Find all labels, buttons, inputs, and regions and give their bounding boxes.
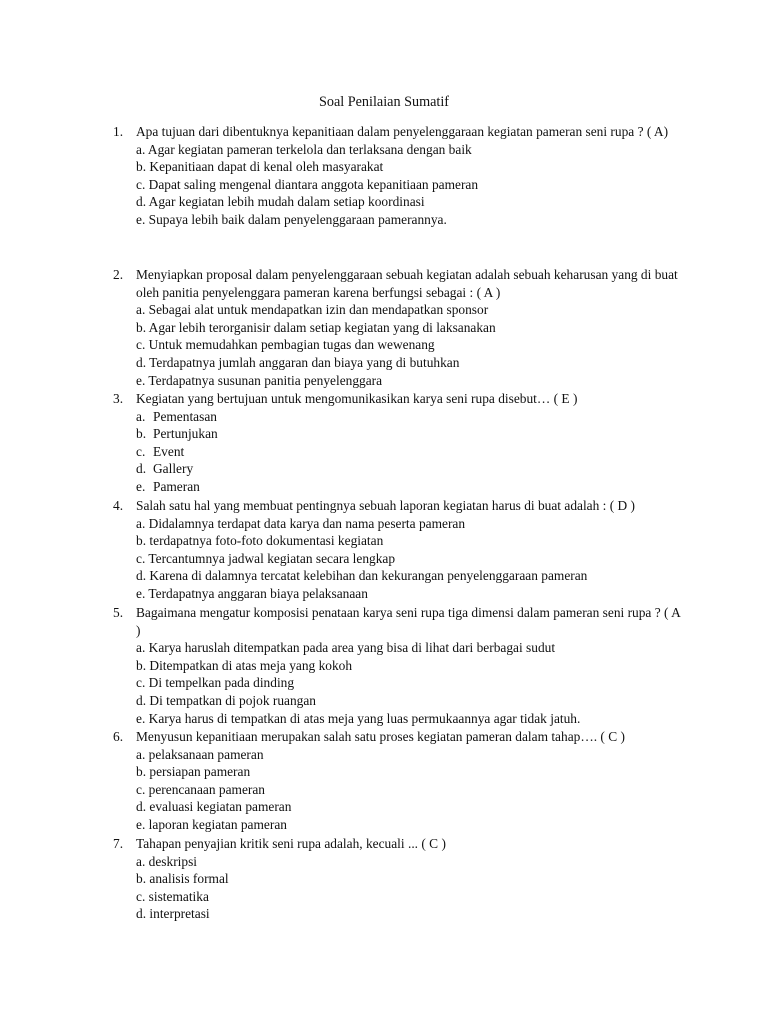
question-number: 4. <box>113 498 124 513</box>
question-7 <box>113 835 683 923</box>
option-d: d. Agar kegiatan lebih mudah dalam setiap koordinasi <box>136 194 425 210</box>
option-d: d. evaluasi kegiatan pameran <box>136 799 292 815</box>
option-d: d. Terdapatnya jumlah anggaran dan biaya yang di butuhkan <box>136 354 460 370</box>
document-title: Soal Penilaian Sumatif <box>318 94 450 110</box>
option-d: d. Karena di dalamnya tercatat kelebihan dan kekurangan penyelenggaraan pameran <box>136 568 588 584</box>
question-number: 1. <box>113 124 124 139</box>
option-a: a. deskripsi <box>136 853 198 869</box>
option-b: b. Pertunjukan <box>136 426 218 442</box>
option-e: e. Terdapatnya susunan panitia penyelenggara <box>136 372 383 388</box>
question-1 <box>113 123 683 229</box>
option-e: e. Supaya lebih baik dalam penyelenggaraan pamerannya. <box>136 211 447 227</box>
option-e: e. Karya harus di tempatkan di atas meja yang luas permukaannya agar tidak jatuh. <box>136 710 581 726</box>
question-4 <box>113 497 683 603</box>
question-number: 6. <box>113 729 124 744</box>
question-text: Bagaimana mengatur komposisi penataan karya seni rupa tiga dimensi dalam pameran seni rupa ? ( A ) <box>136 605 681 638</box>
option-c: c. perencanaan pameran <box>136 781 266 797</box>
question-6 <box>113 728 683 834</box>
option-a: a. Agar kegiatan pameran terkelola dan terlaksana dengan baik <box>136 141 472 157</box>
option-b: b. Agar lebih terorganisir dalam setiap kegiatan yang di laksanakan <box>136 319 496 335</box>
question-text: Tahapan penyajian kritik seni rupa adalah, kecuali ... ( C ) <box>136 836 446 851</box>
option-e: e. laporan kegiatan pameran <box>136 816 287 832</box>
option-a: a. Karya haruslah ditempatkan pada area yang bisa di lihat dari berbagai sudut <box>136 640 556 656</box>
option-d: d. interpretasi <box>136 906 210 922</box>
question-number: 3. <box>113 391 124 406</box>
option-a: a. Didalamnya terdapat data karya dan nama peserta pameran <box>136 515 466 531</box>
option-a: a. pelaksanaan pameran <box>136 746 264 762</box>
question-text: Menyusun kepanitiaan merupakan salah satu proses kegiatan pameran dalam tahap…. ( C ) <box>136 729 625 744</box>
question-3 <box>113 390 683 496</box>
question-2 <box>113 266 683 389</box>
question-text: Menyiapkan proposal dalam penyelenggaraan sebuah kegiatan adalah sebuah keharusan yang di buat oleh panitia penyelenggara pameran karena berfungsi sebagai : ( A ) <box>136 267 678 300</box>
option-d: d. Gallery <box>136 461 194 477</box>
option-e: e. Pameran <box>136 478 200 494</box>
option-c: c. Untuk memudahkan pembagian tugas dan wewenang <box>136 337 435 353</box>
question-number: 2. <box>113 267 124 282</box>
option-c: c. Di tempelkan pada dinding <box>136 675 295 691</box>
option-b: b. Ditempatkan di atas meja yang kokoh <box>136 657 353 673</box>
question-number: 7. <box>113 836 124 851</box>
option-e: e. Terdapatnya anggaran biaya pelaksanaan <box>136 585 368 601</box>
option-b: b. terdapatnya foto-foto dokumentasi kegiatan <box>136 533 384 549</box>
option-a: a. Sebagai alat untuk mendapatkan izin dan mendapatkan sponsor <box>136 302 489 318</box>
option-b: b. Kepanitiaan dapat di kenal oleh masyarakat <box>136 159 384 175</box>
option-d: d. Di tempatkan di pojok ruangan <box>136 692 317 708</box>
option-a: a. Pementasan <box>136 408 217 424</box>
option-b: b. persiapan pameran <box>136 764 251 780</box>
option-c: c. Tercantumnya jadwal kegiatan secara lengkap <box>136 550 396 566</box>
question-5 <box>113 604 683 727</box>
question-text: Apa tujuan dari dibentuknya kepanitiaan dalam penyelenggaraan kegiatan pameran seni rupa ? ( A) <box>136 124 669 139</box>
option-c: c. Dapat saling mengenal diantara anggota kepanitiaan pameran <box>136 176 479 192</box>
question-number: 5. <box>113 605 124 620</box>
question-text: Salah satu hal yang membuat pentingnya sebuah laporan kegiatan harus di buat adalah : ( D ) <box>136 498 636 513</box>
option-b: b. analisis formal <box>136 871 229 887</box>
option-c: c. Event <box>136 443 185 459</box>
option-c: c. sistematika <box>136 888 209 904</box>
question-text: Kegiatan yang bertujuan untuk mengomunikasikan karya seni rupa disebut… ( E ) <box>136 391 578 406</box>
